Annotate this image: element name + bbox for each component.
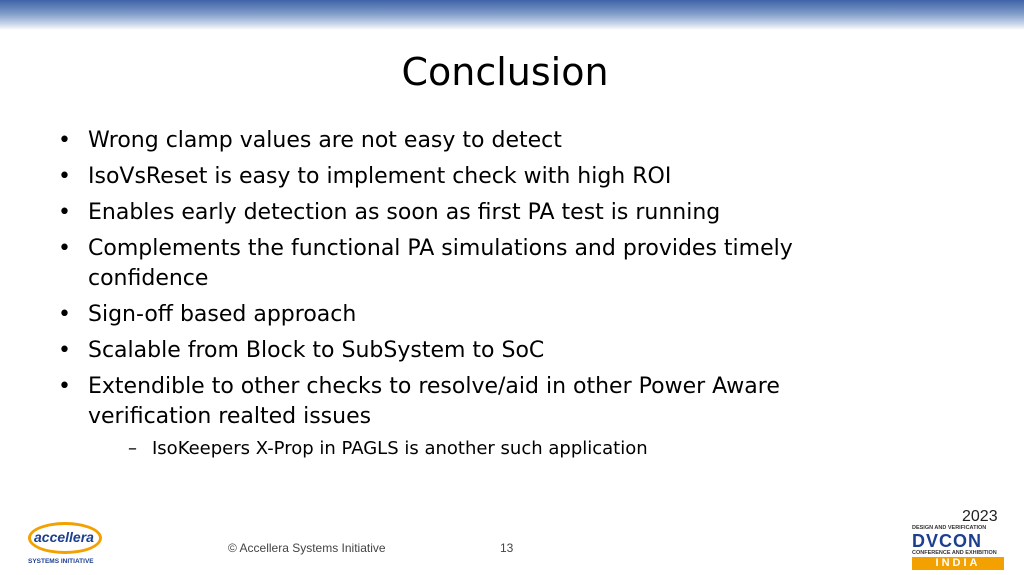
dvcon-line2: CONFERENCE AND EXHIBITION — [912, 550, 997, 556]
bullet-item — [58, 234, 878, 294]
dvcon-name: DVCON — [912, 531, 983, 551]
bullet-dot-icon: • — [58, 128, 71, 153]
dvcon-line1: DESIGN AND VERIFICATION — [912, 525, 987, 531]
bullet-text: Enables early detection as soon as first PA test is running — [88, 200, 721, 225]
bullet-dot-icon: • — [58, 236, 71, 261]
dvcon-logo — [908, 508, 1016, 570]
page-number: 13 — [500, 541, 514, 555]
dvcon-year: 2023 — [962, 508, 998, 525]
bullet-list — [58, 126, 878, 468]
bullet-text: Sign-off based approach — [88, 302, 357, 327]
bullet-dot-icon: • — [58, 200, 71, 225]
footer-copyright: © Accellera Systems Initiative — [228, 541, 386, 555]
bullet-text: Complements the functional PA simulations and provides timely confidence — [88, 236, 793, 291]
bullet-text: Scalable from Block to SubSystem to SoC — [88, 338, 545, 363]
slide-title: Conclusion — [401, 50, 609, 94]
bullet-dot-icon: • — [58, 164, 71, 189]
bullet-text: Extendible to other checks to resolve/aid in other Power Aware verification realted issues — [88, 374, 780, 429]
bullet-dot-icon: • — [58, 374, 71, 399]
bullet-item — [58, 198, 878, 228]
header-gradient-bar — [0, 0, 1024, 30]
bullet-item — [58, 162, 878, 192]
bullet-item — [58, 126, 878, 156]
sub-bullet-item — [128, 436, 878, 462]
bullet-item — [58, 300, 878, 330]
bullet-item — [58, 372, 878, 462]
dvcon-region: INDIA — [912, 557, 1004, 570]
bullet-item — [58, 336, 878, 366]
accellera-logo — [24, 520, 106, 568]
bullet-dot-icon: • — [58, 338, 71, 363]
bullet-text: IsoVsReset is easy to implement check with high ROI — [88, 164, 672, 189]
dash-icon: – — [128, 438, 137, 459]
accellera-logo-tagline: SYSTEMS INITIATIVE — [28, 558, 94, 565]
accellera-logo-word: accellera — [34, 529, 94, 545]
sub-bullet-text: IsoKeepers X-Prop in PAGLS is another such application — [152, 438, 648, 459]
bullet-dot-icon: • — [58, 302, 71, 327]
bullet-text: Wrong clamp values are not easy to detect — [88, 128, 562, 153]
